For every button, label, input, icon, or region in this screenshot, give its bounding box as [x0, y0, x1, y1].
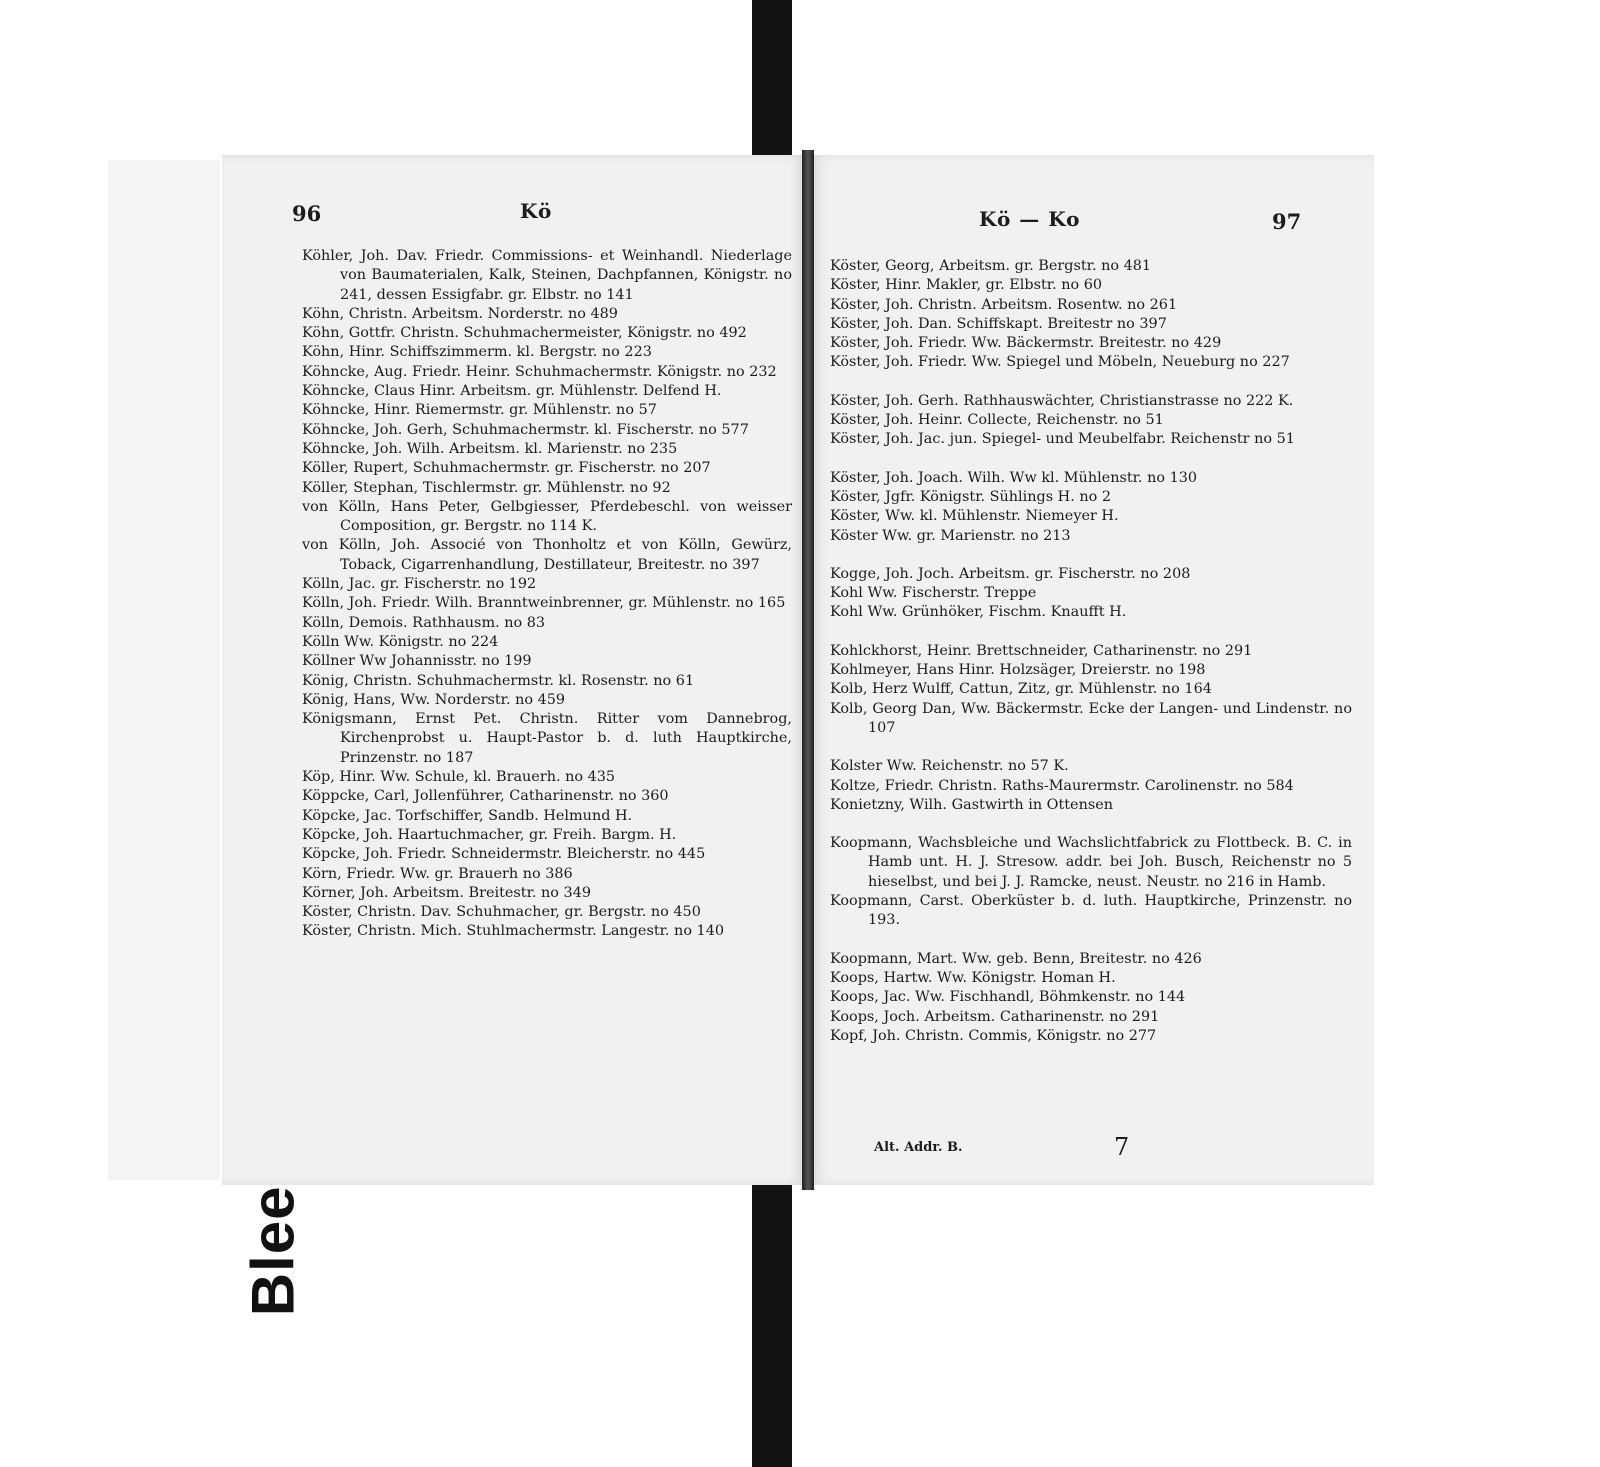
directory-entry: König, Christn. Schuhmachermstr. kl. Rosenstr. no 61	[302, 672, 695, 689]
directory-entry: Köhncke, Joh. Gerh, Schuhmachermstr. kl. Fischerstr. no 577	[302, 421, 749, 438]
directory-entry: Köster, Joh. Heinr. Collecte, Reichenstr. no 51	[830, 412, 1164, 429]
directory-entry: Köster Ww. gr. Marienstr. no 213	[830, 527, 1071, 544]
binding-strip-bottom	[752, 1180, 792, 1467]
right-page	[814, 155, 1374, 1185]
left-entry-list	[302, 247, 792, 942]
directory-entry: Kogge, Joh. Joch. Arbeitsm. gr. Fischerstr. no 208	[830, 565, 1191, 582]
signature-mark: 7	[1114, 1133, 1130, 1161]
directory-entry: Kölln, Joh. Friedr. Wilh. Branntweinbrenner, gr. Mühlenstr. no 165	[302, 595, 786, 612]
directory-entry: Kohl Ww. Grünhöker, Fischm. Knaufft H.	[830, 604, 1127, 621]
directory-entry: Köster, Christn. Mich. Stuhlmachermstr. Langestr. no 140	[302, 923, 725, 940]
directory-entry: von Kölln, Joh. Associé von Thonholtz et von Kölln, Gewürz, Toback, Cigarrenhandlung, Destillateur, Breitestr. no 397	[302, 537, 792, 573]
directory-entry: Köster, Joh. Friedr. Ww. Bäckermstr. Breitestr. no 429	[830, 335, 1222, 352]
left-running-head: Kö	[520, 199, 553, 223]
directory-entry: Köhn, Christn. Arbeitsm. Norderstr. no 489	[302, 305, 618, 322]
directory-entry: Königsmann, Ernst Pet. Christn. Ritter vom Dannebrog, Kirchenprobst u. Haupt-Pastor b. d. luth Hauptkirche, Prinzenstr. no 187	[302, 711, 792, 766]
directory-entry: Kolb, Herz Wulff, Cattun, Zitz, gr. Mühlenstr. no 164	[830, 681, 1212, 698]
binding-strip-top	[752, 0, 792, 165]
directory-entry: Kohl Ww. Fischerstr. Treppe	[830, 585, 1037, 602]
directory-entry: Kolb, Georg Dan, Ww. Bäckermstr. Ecke der Langen- und Lindenstr. no 107	[830, 700, 1352, 736]
directory-entry: Köhler, Joh. Dav. Friedr. Commissions- et Weinhandl. Niederlage von Baumaterialen, Kalk, Steinen, Dachpfannen, Königstr. no 241, dessen Essigfabr. gr. Elbstr. no 141	[302, 248, 792, 303]
directory-entry: Kölln Ww. Königstr. no 224	[302, 633, 499, 650]
directory-entry: Köster, Joh. Jac. jun. Spiegel- und Meubelfabr. Reichenstr no 51	[830, 431, 1295, 448]
directory-entry: Köller, Rupert, Schuhmachermstr. gr. Fischerstr. no 207	[302, 460, 711, 477]
directory-entry: König, Hans, Ww. Norderstr. no 459	[302, 691, 566, 708]
directory-entry: Koopmann, Carst. Oberküster b. d. luth. Hauptkirche, Prinzenstr. no 193.	[830, 893, 1352, 929]
directory-entry: Köster, Joh. Joach. Wilh. Ww kl. Mühlenstr. no 130	[830, 469, 1198, 486]
directory-entry: Koops, Jac. Ww. Fischhandl, Böhmkenstr. no 144	[830, 989, 1186, 1006]
directory-entry: Köster, Joh. Gerh. Rathhauswächter, Christianstrasse no 222 K.	[830, 392, 1294, 409]
directory-entry: Köster, Jgfr. Königstr. Sühlings H. no 2	[830, 488, 1112, 505]
directory-entry: Kölln, Jac. gr. Fischerstr. no 192	[302, 576, 537, 593]
directory-entry: Körn, Friedr. Ww. gr. Brauerh no 386	[302, 865, 573, 882]
directory-entry: Kohlmeyer, Hans Hinr. Holzsäger, Dreierstr. no 198	[830, 662, 1206, 679]
directory-entry: Köpcke, Joh. Haartuchmacher, gr. Freih. Bargm. H.	[302, 826, 677, 843]
directory-entry: Konietzny, Wilh. Gastwirth in Ottensen	[830, 796, 1114, 813]
directory-entry: von Kölln, Hans Peter, Gelbgiesser, Pferdebeschl. von weisser Composition, gr. Bergstr. no 114 K.	[302, 498, 792, 535]
directory-entry: Köhn, Hinr. Schiffszimmerm. kl. Bergstr. no 223	[302, 344, 652, 361]
directory-entry: Kölln, Demois. Rathhausm. no 83	[302, 614, 546, 631]
directory-entry: Körner, Joh. Arbeitsm. Breitestr. no 349	[302, 884, 592, 901]
directory-entry: Köster, Georg, Arbeitsm. gr. Bergstr. no 481	[830, 258, 1152, 274]
directory-entry: Koltze, Friedr. Christn. Raths-Maurermstr. Carolinenstr. no 584	[830, 777, 1294, 794]
directory-entry: Köster, Joh. Friedr. Ww. Spiegel und Möbeln, Neueburg no 227	[830, 354, 1290, 371]
directory-entry: Köhncke, Aug. Friedr. Heinr. Schuhmachermstr. Königstr. no 232	[302, 363, 777, 380]
directory-entry: Köp, Hinr. Ww. Schule, kl. Brauerh. no 435	[302, 769, 616, 786]
directory-entry: Koops, Hartw. Ww. Königstr. Homan H.	[830, 969, 1116, 986]
right-entry-list	[830, 257, 1352, 1046]
directory-entry: Kohlckhorst, Heinr. Brettschneider, Catharinenstr. no 291	[830, 642, 1253, 659]
directory-entry: Köster, Christn. Dav. Schuhmacher, gr. Bergstr. no 450	[302, 904, 701, 921]
directory-entry: Köster, Joh. Christn. Arbeitsm. Rosentw. no 261	[830, 296, 1178, 313]
directory-entry: Köpcke, Jac. Torfschiffer, Sandb. Helmund H.	[302, 807, 633, 824]
directory-entry: Koops, Joch. Arbeitsm. Catharinenstr. no 291	[830, 1008, 1160, 1025]
right-page-number: 97	[1272, 209, 1302, 234]
directory-entry: Köster, Ww. kl. Mühlenstr. Niemeyer H.	[830, 508, 1119, 525]
directory-entry: Köster, Joh. Dan. Schiffskapt. Breitestr no 397	[830, 315, 1167, 332]
right-running-head: Kö — Ko	[979, 207, 1081, 231]
directory-entry: Köhn, Gottfr. Christn. Schuhmachermeister, Königstr. no 492	[302, 325, 747, 342]
left-page	[222, 155, 804, 1185]
directory-entry: Kolster Ww. Reichenstr. no 57 K.	[830, 758, 1069, 775]
directory-entry: Köhncke, Joh. Wilh. Arbeitsm. kl. Marienstr. no 235	[302, 440, 678, 457]
directory-entry: Koopmann, Mart. Ww. geb. Benn, Breitestr. no 426	[830, 950, 1202, 967]
directory-entry: Köpcke, Joh. Friedr. Schneidermstr. Bleicherstr. no 445	[302, 846, 706, 863]
directory-entry: Kopf, Joh. Christn. Commis, Königstr. no 277	[830, 1027, 1157, 1044]
directory-entry: Köhncke, Claus Hinr. Arbeitsm. gr. Mühlenstr. Delfend H.	[302, 383, 722, 400]
directory-entry: Köppcke, Carl, Jollenführer, Catharinenstr. no 360	[302, 788, 669, 805]
signature-footnote: Alt. Addr. B.	[874, 1140, 963, 1155]
directory-entry: Köster, Hinr. Makler, gr. Elbstr. no 60	[830, 277, 1103, 294]
directory-entry: Köller, Stephan, Tischlermstr. gr. Mühlenstr. no 92	[302, 479, 671, 496]
directory-entry: Köhncke, Hinr. Riemermstr. gr. Mühlenstr. no 57	[302, 402, 657, 419]
directory-entry: Köllner Ww Johannisstr. no 199	[302, 653, 532, 670]
directory-entry: Koopmann, Wachsbleiche und Wachslichtfabrick zu Flottbeck. B. C. in Hamb unt. H. J. Stresow. addr. bei Joh. Busch, Reichenstr no 5 hieselbst, und bei J. J. Ramcke, neust. Neustr. no 216 in Hamb.	[830, 835, 1352, 890]
book-gutter	[802, 150, 814, 1190]
left-page-number: 96	[292, 201, 322, 226]
condition-label	[108, 160, 220, 1180]
